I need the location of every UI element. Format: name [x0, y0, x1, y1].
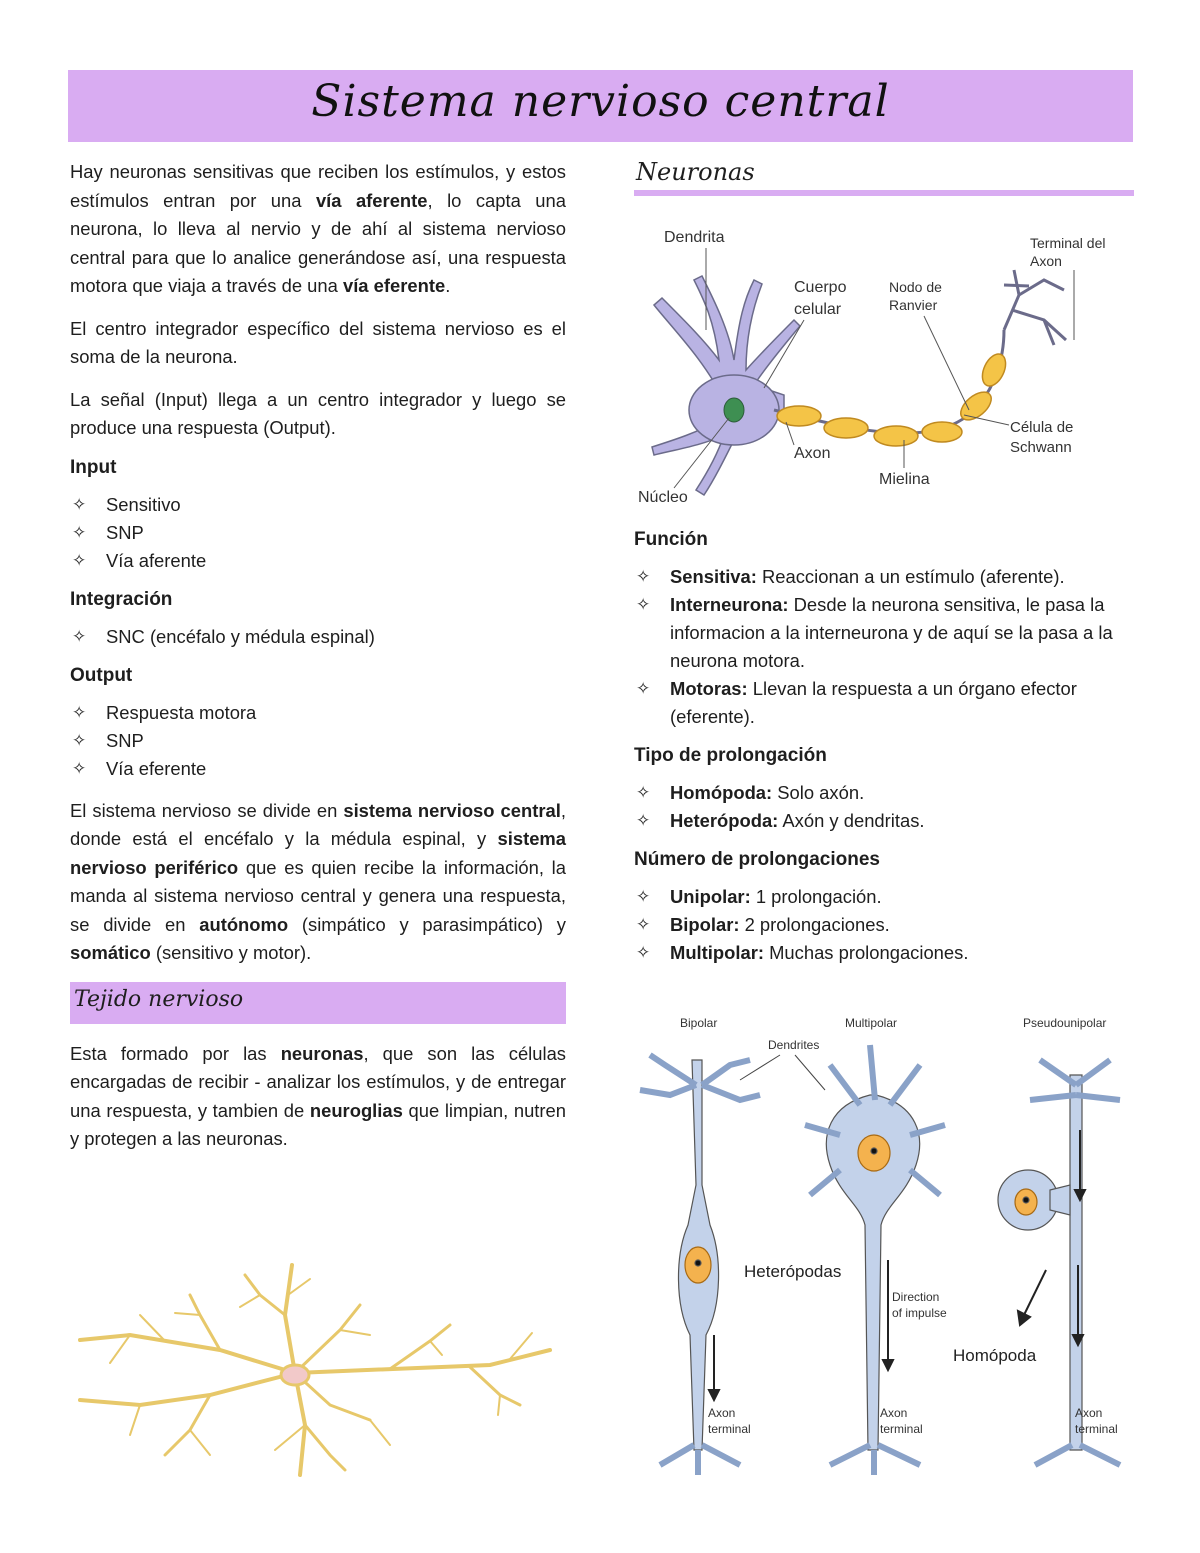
tejido-heading: Tejido nervioso — [74, 986, 244, 1012]
label-terminal-1: Terminal del — [1030, 235, 1106, 251]
list-item: ✧ Homópoda: Solo axón. — [634, 779, 1134, 807]
list-item: ✧ Heterópoda: Axón y dendritas. — [634, 807, 1134, 835]
label-cuerpo-1: Cuerpo — [794, 279, 847, 296]
label-cuerpo-2: celular — [794, 301, 842, 318]
label-axon-2: Axon — [880, 1406, 908, 1420]
diamond-bullet-icon: ✧ — [636, 811, 651, 830]
page-title: Sistema nervioso central — [311, 76, 890, 127]
right-column — [634, 158, 1134, 981]
diamond-bullet-icon: ✧ — [72, 522, 87, 542]
list-item: ✧ Unipolar: 1 prolongación. — [634, 883, 1134, 911]
division-paragraph: El sistema nervioso se divide en sistema nervioso central, donde está el encéfalo y la médula espinal, y sistema nervioso periférico que es quien recibe la información, la manda al sistema nervioso central y genera una respuesta, se divide en autónomo (simpático y parasimpático) y somático (sensitivo y motor). — [70, 799, 566, 963]
label-celula-1: Célula de — [1010, 419, 1074, 436]
neuronas-heading: Neuronas — [636, 158, 755, 186]
label-direction-1: Direction — [892, 1290, 940, 1304]
numero-heading: Número de prolongaciones — [634, 849, 880, 870]
label-dendrita: Dendrita — [664, 229, 725, 246]
yellow-neuron-illustration — [70, 1255, 560, 1480]
list-item: ✧ Multipolar: Muchas prolongaciones. — [634, 939, 1134, 967]
diamond-bullet-icon: ✧ — [636, 915, 651, 934]
label-bipolar: Bipolar — [680, 1016, 718, 1030]
signal-paragraph: La señal (Input) llega a un centro integrador y luego se produce una respuesta (Output). — [70, 388, 566, 438]
label-nodo-2: Ranvier — [889, 297, 938, 313]
input-heading: Input — [70, 456, 117, 478]
label-axon-1: Axon — [708, 1406, 736, 1420]
numero-list — [634, 883, 1134, 967]
label-homopoda: Homópoda — [953, 1346, 1037, 1365]
diamond-bullet-icon: ✧ — [636, 595, 651, 614]
neuron-anatomy-diagram — [634, 210, 1134, 510]
list-item: ✧ Respuesta motora — [70, 699, 566, 727]
list-item: ✧ Sensitivo — [70, 491, 566, 519]
label-direction-2: of impulse — [892, 1306, 947, 1320]
output-heading: Output — [70, 664, 133, 686]
label-mielina: Mielina — [879, 471, 930, 488]
neuron-types-diagram — [630, 1005, 1130, 1480]
label-terminal-2: Axon — [1030, 253, 1062, 269]
list-item: ✧ Bipolar: 2 prolongaciones. — [634, 911, 1134, 939]
label-multipolar: Multipolar — [845, 1016, 898, 1030]
neuronas-underline — [634, 190, 1134, 196]
list-item: ✧ Interneurona: Desde la neurona sensitiva, le pasa la informacion a la interneurona y de aquí se la pasa a la neurona motora. — [634, 591, 1134, 675]
label-terminal-1: terminal — [708, 1422, 751, 1436]
tejido-paragraph: Esta formado por las neuronas, que son las células encargadas de recibir - analizar los estímulos, y de entregar una respuesta, y tambien de neuroglias que limpian, nutren y protegen a las neuronas. — [70, 1042, 566, 1149]
label-terminal-3: terminal — [1075, 1422, 1118, 1436]
tipo-heading: Tipo de prolongación — [634, 745, 827, 766]
diamond-bullet-icon: ✧ — [636, 783, 651, 802]
diamond-bullet-icon: ✧ — [72, 758, 87, 778]
label-dendrites: Dendrites — [768, 1038, 820, 1052]
integrator-paragraph: El centro integrador específico del sistema nervioso es el soma de la neurona. — [70, 317, 566, 367]
diamond-bullet-icon: ✧ — [636, 567, 651, 586]
title-bar — [68, 70, 1133, 142]
diamond-bullet-icon: ✧ — [72, 550, 87, 570]
label-pseudounipolar: Pseudounipolar — [1023, 1016, 1107, 1030]
diamond-bullet-icon: ✧ — [72, 730, 87, 750]
list-item: ✧ Motoras: Llevan la respuesta a un órgano efector (eferente). — [634, 675, 1134, 731]
label-terminal-2: terminal — [880, 1422, 923, 1436]
diamond-bullet-icon: ✧ — [72, 626, 87, 646]
label-nodo-1: Nodo de — [889, 279, 942, 295]
list-item: ✧ Sensitiva: Reaccionan a un estímulo (aferente). — [634, 563, 1134, 591]
list-item: ✧ Vía eferente — [70, 755, 566, 783]
tejido-section-bar — [70, 982, 566, 1024]
list-item: ✧ Vía aferente — [70, 547, 566, 575]
funcion-heading: Función — [634, 529, 708, 550]
output-list — [70, 699, 566, 783]
label-heteropodas: Heterópodas — [744, 1262, 842, 1281]
left-column — [70, 158, 566, 1168]
diamond-bullet-icon: ✧ — [636, 679, 651, 698]
label-nucleo: Núcleo — [638, 489, 688, 506]
label-axon: Axon — [794, 445, 831, 462]
integracion-list — [70, 623, 566, 651]
funcion-list — [634, 563, 1134, 731]
list-item: ✧ SNP — [70, 519, 566, 547]
input-list — [70, 491, 566, 575]
diamond-bullet-icon: ✧ — [636, 887, 651, 906]
tipo-list — [634, 779, 1134, 835]
diamond-bullet-icon: ✧ — [72, 702, 87, 722]
label-celula-2: Schwann — [1010, 439, 1072, 456]
diamond-bullet-icon: ✧ — [636, 943, 651, 962]
diamond-bullet-icon: ✧ — [72, 494, 87, 514]
list-item: ✧ SNP — [70, 727, 566, 755]
integracion-heading: Integración — [70, 588, 173, 610]
intro-paragraph: Hay neuronas sensitivas que reciben los estímulos, y estos estímulos entran por una vía aferente, lo capta una neurona, lo lleva al nervio y de ahí al sistema nervioso central para que lo analice generándose así, una respuesta motora que viaja a través de una vía eferente. — [70, 161, 566, 296]
label-axon-3: Axon — [1075, 1406, 1103, 1420]
list-item: ✧ SNC (encéfalo y médula espinal) — [70, 623, 566, 651]
